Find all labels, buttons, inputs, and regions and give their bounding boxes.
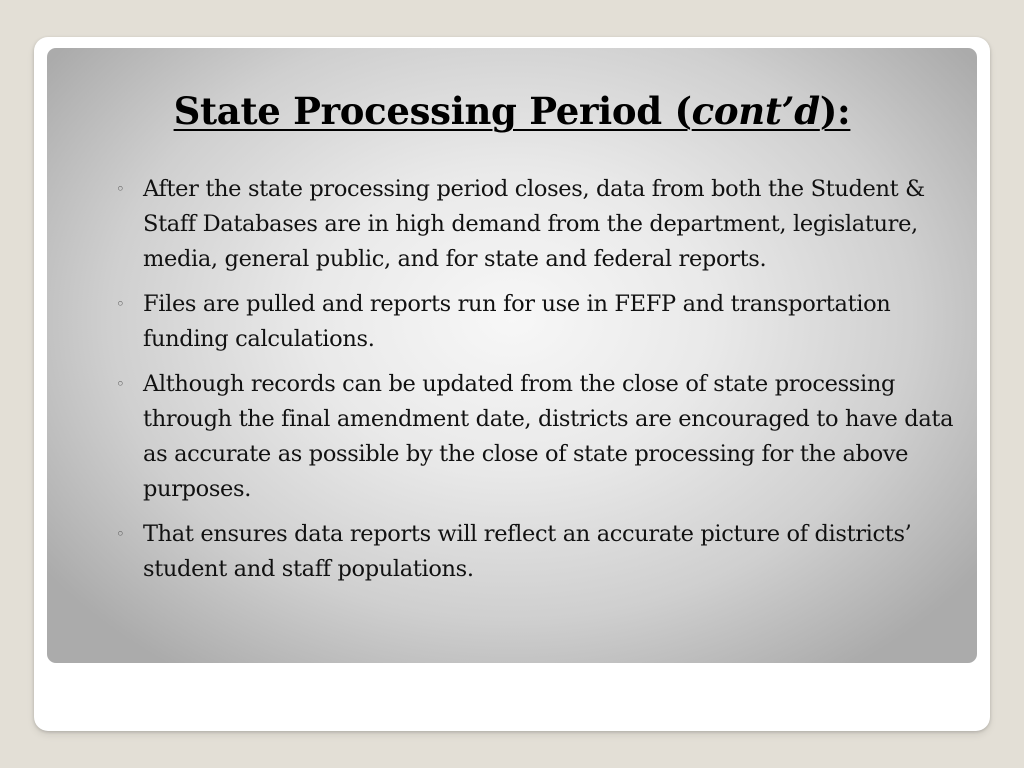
bullet-text: After the state processing period closes, data from both the Student & Staff Databases are in high demand from the department, legislature, media, general public, and for state and federal reports. xyxy=(143,176,925,272)
slide-title-italic: cont’d xyxy=(691,89,820,133)
slide-title-underlined xyxy=(174,89,851,133)
slide-title-main: State Processing Period ( xyxy=(173,89,692,133)
bullet-item xyxy=(116,287,956,357)
slide-title-end: ): xyxy=(819,89,851,133)
bullet-list xyxy=(116,172,956,597)
bullet-text: Files are pulled and reports run for use in FEFP and transportation funding calculations. xyxy=(143,291,891,352)
bullet-text: That ensures data reports will reflect an accurate picture of districts’ student and staff populations. xyxy=(143,521,912,582)
bullet-item xyxy=(116,367,956,507)
bullet-circle-icon: ◦ xyxy=(116,525,125,543)
bullet-text: Although records can be updated from the close of state processing through the final amendment date, districts are encouraged to have data as accurate as possible by the close of state processing for the above purposes. xyxy=(143,371,954,502)
bullet-item xyxy=(116,172,956,277)
bullet-circle-icon: ◦ xyxy=(116,375,125,393)
slide-title xyxy=(0,86,1024,136)
bullet-circle-icon: ◦ xyxy=(116,180,125,198)
bullet-circle-icon: ◦ xyxy=(116,295,125,313)
bullet-item xyxy=(116,517,956,587)
